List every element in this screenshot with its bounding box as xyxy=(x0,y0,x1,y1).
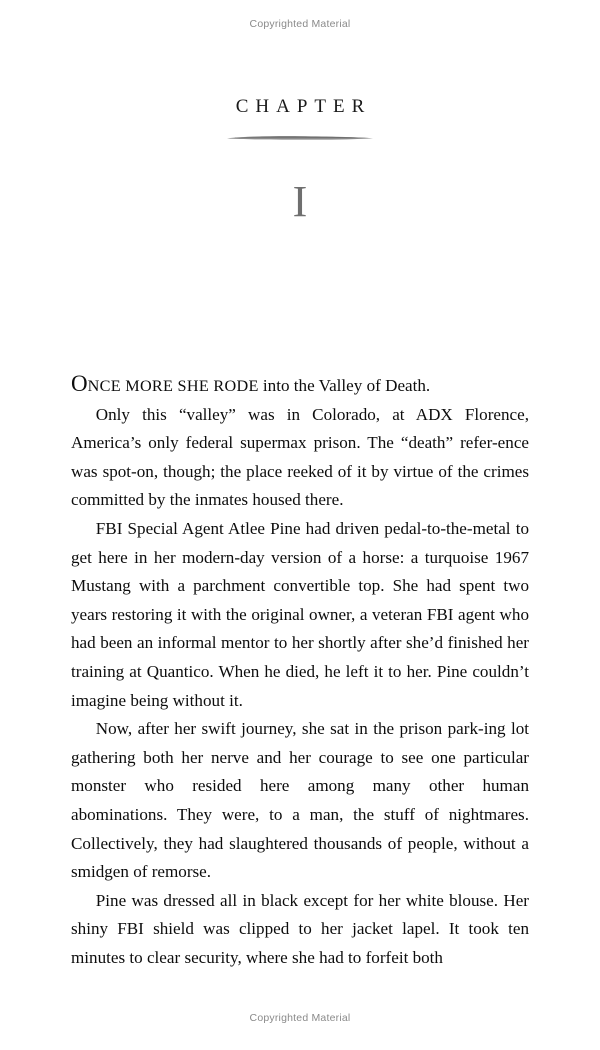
paragraph-opening xyxy=(71,372,529,401)
paragraph: Pine was dressed all in black except for her white blouse. Her shiny FBI shield was clipped to her jacket lapel. It took ten minutes to clear security, where she had to forfeit both xyxy=(71,890,529,967)
opening-small-caps: NCE MORE SHE RODE xyxy=(87,377,259,395)
chapter-body xyxy=(71,372,529,972)
chapter-label: CHAPTER xyxy=(235,96,372,117)
paragraph: Only this “valley” was in Colorado, at ADX Florence, America’s only federal supermax prison. The “death” refer-ence was spot-on, though; the place reeked of it by virtue of the crimes committed by the inmates housed there. xyxy=(71,404,529,510)
drop-cap: O xyxy=(71,371,88,396)
paragraph: FBI Special Agent Atlee Pine had driven pedal-to-the-metal to get here in her modern-day version of a horse: a turquoise 1967 Mustang with a parchment convertible top. She had spent two years restoring it with the original owner, a veteran FBI agent who had been an informal mentor to her shortly after she’d finished her training at Quantico. When he died, he left it to her. Pine couldn’t imagine being without it. xyxy=(71,518,529,710)
tapered-rule-icon xyxy=(225,134,375,142)
watermark-top: Copyrighted Material xyxy=(249,18,351,30)
watermark-bottom: Copyrighted Material xyxy=(249,1012,351,1024)
chapter-number: I xyxy=(292,177,308,226)
ornament-rule xyxy=(0,134,600,142)
opening-rest: into the Valley of Death. xyxy=(258,376,431,395)
paragraph: Now, after her swift journey, she sat in the prison park-ing lot gathering both her nerve and her courage to see one particular monster who resided here among many other human abominations. They were, to a man, the stuff of nightmares. Collectively, they had slaughtered thousands of people, without a smidgen of remorse. xyxy=(71,719,529,882)
chapter-heading xyxy=(0,96,600,224)
